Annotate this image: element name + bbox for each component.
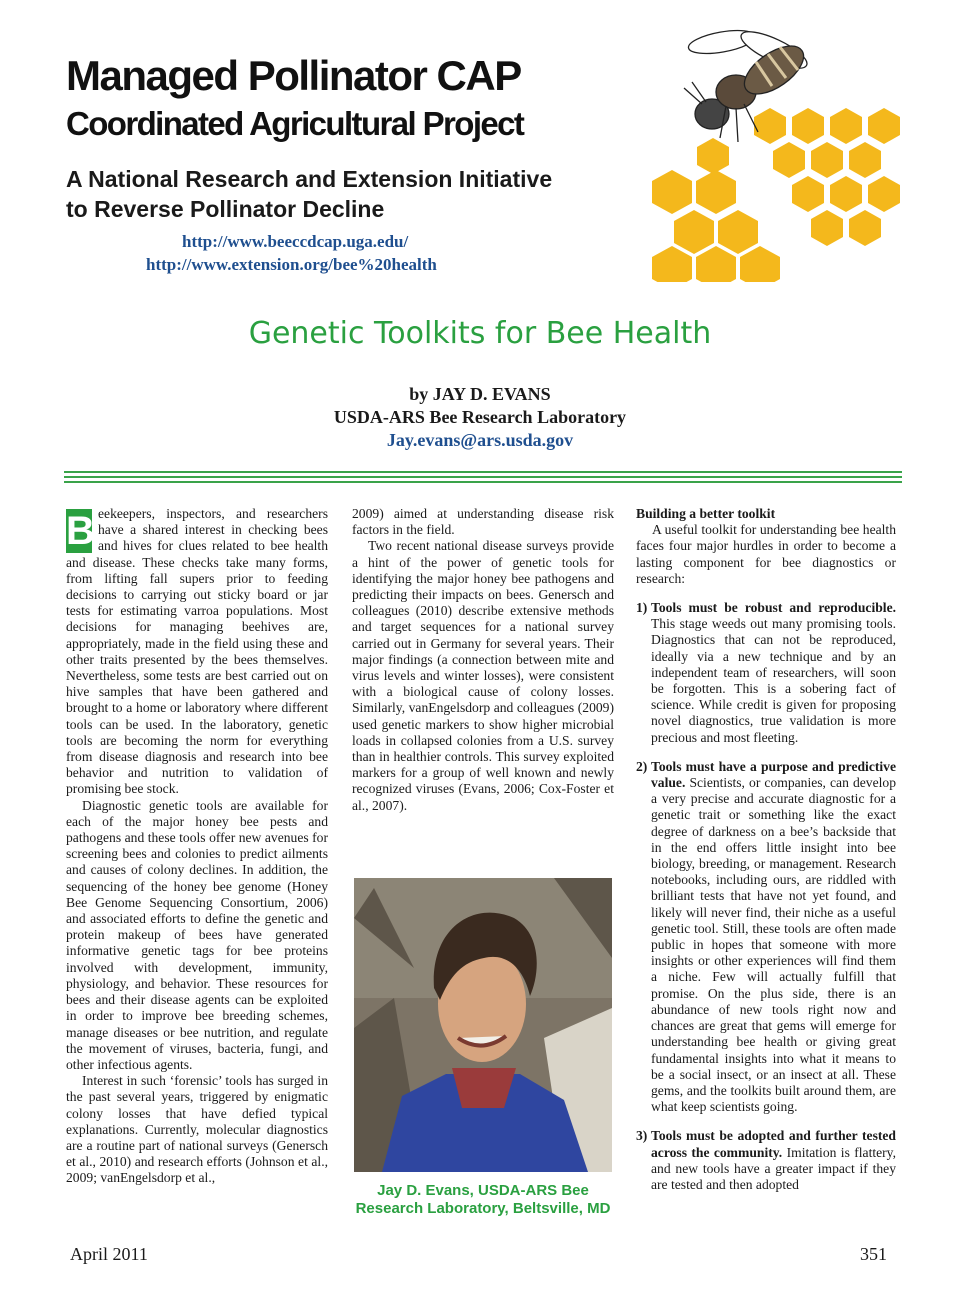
issue-date: April 2011 [70, 1244, 148, 1264]
list-item-lead: Tools must be robust and reproducible. [651, 600, 896, 616]
list-item-lead: Tools must be adopted and further tested across the community. [651, 1128, 896, 1160]
article-title: Genetic Toolkits for Bee Health [248, 316, 712, 351]
divider-line [64, 471, 902, 473]
drop-cap: B [66, 509, 95, 553]
article-affiliation: USDA-ARS Bee Research Laboratory [333, 407, 627, 427]
project-url-link[interactable]: http://www.beeccdcap.uga.edu/ [182, 232, 409, 251]
list-item [636, 600, 896, 746]
author-email-link[interactable]: Jay.evans@ars.usda.gov [386, 430, 574, 450]
divider-line [64, 476, 902, 478]
honeycomb-icon [652, 108, 900, 282]
body-paragraph: Interest in such ‘forensic’ tools has surged in the past several years, triggered by enigmatic colony losses that have defied typical explanations. Currently, molecular diagnostics are a routine part of national surveys (Genersch et al., 2010) and research efforts (Johnson et al., 2009; vanEngelsdorp et al., [66, 1073, 328, 1186]
page-number: 351 [860, 1244, 887, 1264]
header-subtitle-project: Coordinated Agricultural Project [66, 105, 524, 142]
list-item-text: Scientists, or companies, can develop a very precise and accurate diagnostic for a genetic trait or something like the exact degree of darkness on a bee’s backside that in the end offers little insight into bee biology, breeding, or management. Research notebooks, including ours, are riddled with brilliant tests that have not yet found, and likely will never find, their niche as a useful genetic tool. Still, these tools are often made public in hopes that someone with more insights or other experiences will find them a niche. Few will actually fulfill that promise. On the plus side, there is an abundance of new tools right now and chances are great that gems will emerge for understanding bee health or giving great fundamental insights into what it means to be a social insect, or an insect at all. These gems, and the toolkits built around them, are what keep scientists going. [651, 775, 896, 1115]
body-column-1 [66, 506, 328, 1187]
list-item [636, 1128, 896, 1193]
body-paragraph: 2009) aimed at understanding disease risk factors in the field. [352, 506, 614, 538]
list-item-lead: Tools must have a purpose and predictive value. [651, 758, 896, 791]
list-item [636, 759, 896, 1115]
list-number: 3) [636, 1128, 648, 1144]
list-number: 2) [636, 758, 648, 774]
header-tagline-line1: A National Research and Extension Initiative [66, 166, 553, 192]
author-photo [354, 878, 612, 1172]
header-tagline-line2: to Reverse Pollinator Decline [66, 196, 385, 222]
body-paragraph: A useful toolkit for understanding bee health faces four major hurdles in order to become a lasting component for bee diagnostics or research: [636, 522, 896, 586]
divider-line [64, 481, 902, 483]
body-paragraph: Diagnostic genetic tools are available for each of the major honey bee pests and pathogens and these tools offer new avenues for screening bees and colonies to predict ailments and causes of colony declines. In addition, the sequencing of the honey bee genome (Honey Bee Genome Sequencing Consortium, 2006) and associated efforts to define the genetic and protein makeup of bees have generated informative genetic tags for bee proteins involved with development, immunity, physiology, and behavior. These resources for bees and their disease agents can be exploited in order to improve bee breeding schemes, manage diseases or bee nutrition, and regulate the movement of viruses, bacteria, fungi, and other infectious agents. [66, 797, 328, 1072]
list-number: 1) [636, 600, 648, 616]
body-column-3 [636, 506, 896, 1193]
section-heading: Building a better toolkit [636, 506, 776, 521]
list-item-text: This stage weeds out many promising tools. Diagnostics that can not be reproduced, ideally via a new technique and by an independent team of researchers, will soon be forgotten. This is a sobering fact of science. While credit is given for proposing novel diagnostics, true validation is more precious and most fleeting. [651, 616, 896, 745]
photo-caption: Jay D. Evans, USDA-ARS Bee Research Laboratory, Beltsville, MD [355, 1182, 611, 1217]
bee-honeycomb-illustration [640, 20, 902, 282]
body-paragraph: B eekeepers, inspectors, and researchers have a shared interest in checking bees and hives for clues related to bee health and disease. These checks take many forms, from lifting fall supers prior to feeding decisions to carrying out sticky board or jar tests for estimating varroa populations. Most decisions for managing beehives are, appropriately, made in the field using these and other traits presented by the bees themselves. Nevertheless, some tests are best carried out on hive samples that have been gathered and brought to a home or laboratory where different tools can be used. In the laboratory, genetic tools are becoming the norm for everything from disease diagnosis and research into bee behavior and nutrition to validation of promising bee stock. [66, 506, 328, 797]
extension-url-link[interactable]: http://www.extension.org/bee%20health [146, 255, 437, 274]
body-paragraph: Two recent national disease surveys provide a hint of the power of genetic tools for identifying the major honey bee pathogens and predicting their impacts on bees. Genersch and colleagues (2010) describe extensive methods and target sequences for a national survey carried out in Germany for several years. Their major findings (a connection between mite and virus levels and winter losses), were consistent with a biological cause of colony losses. Similarly, vanEngelsdorp and colleagues (2009) used genetic markers to show higher microbial loads in collapsed colonies from a U.S. survey than in healthier controls. This survey exploited markers for a group of well known and newly recognized viruses (Evans, 2006; Cox-Foster et al., 2007). [352, 538, 614, 813]
article-author: by JAY D. EVANS [409, 384, 551, 404]
body-column-2 [352, 506, 614, 814]
header-title: Managed Pollinator CAP [66, 52, 521, 99]
list-item-text: Imitation is flattery, and new tools have a greater impact if they are tested and then adopted [651, 1144, 896, 1192]
